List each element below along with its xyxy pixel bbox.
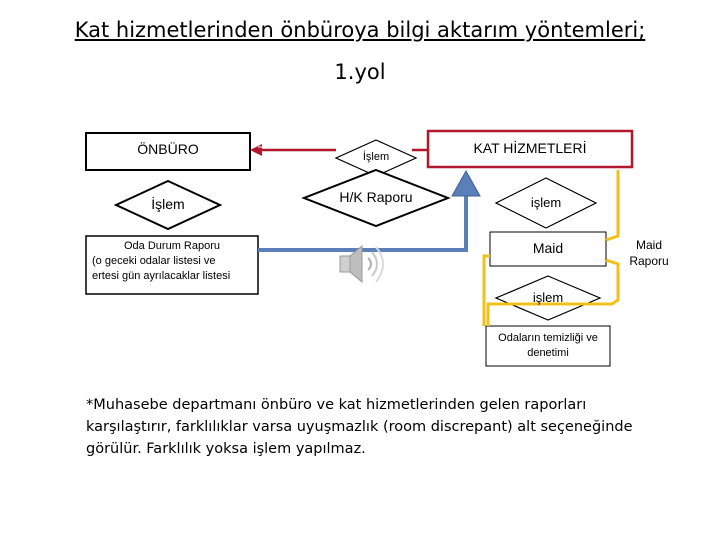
onburo-label: ÖNBÜRO [137, 141, 199, 157]
maid-raporu-label [618, 237, 680, 269]
yellow-connector [606, 170, 618, 240]
blue-arrowhead [452, 171, 480, 196]
red-arrowhead [250, 144, 262, 156]
islem-left-label: İşlem [151, 196, 185, 212]
maid-raporu-line2: Raporu [629, 254, 669, 268]
slide-subtitle: 1.yol [334, 60, 386, 84]
maid-label: Maid [532, 240, 564, 256]
hk-raporu-label: H/K Raporu [339, 189, 413, 205]
islem-right2-label: işlem [532, 290, 564, 305]
slide-title: Kat hizmetlerinden önbüroya bilgi aktarım yöntemleri; [74, 18, 646, 42]
oda-durum-line3: ertesi gün ayrılacaklar listesi [92, 270, 231, 282]
oda-durum-line1: Oda Durum Raporu [124, 240, 220, 252]
odalarin-line1: Odaların temizliği ve [498, 332, 598, 344]
odalarin-line2: denetimi [527, 347, 569, 359]
odalarin-label [486, 331, 610, 361]
oda-durum-line2: (o geceki odalar listesi ve [92, 255, 216, 267]
footnote-text: *Muhasebe departmanı önbüro ve kat hizmetlerinden gelen raporları karşılaştırır, farklılıklar varsa uyuşmazlık (room discrepant) alt seçeneğinde görülür. Farklılık yoksa işlem yapılmaz. [86, 397, 633, 457]
maid-raporu-line1: Maid [635, 238, 662, 252]
islem-right1-label: işlem [530, 195, 562, 210]
kat-hizmetleri-label: KAT HİZMETLERİ [473, 140, 587, 156]
oda-durum-text [86, 239, 258, 284]
islem-top-label: İşlem [362, 151, 390, 163]
